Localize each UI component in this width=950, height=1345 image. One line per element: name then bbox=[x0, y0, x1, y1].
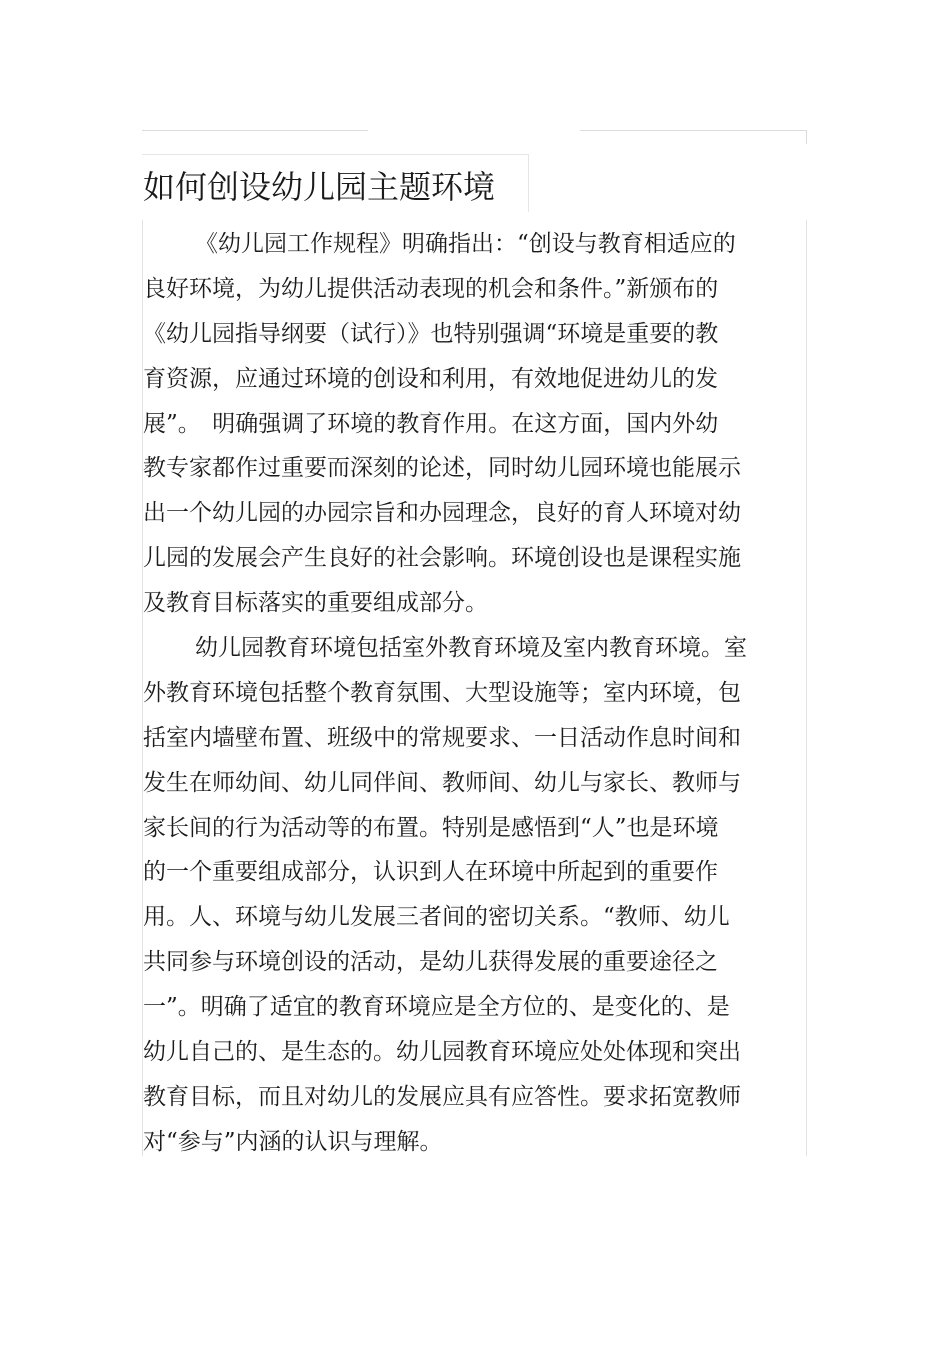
body-line: 育资源，应通过环境的创设和利用，有效地促进幼儿的发 bbox=[143, 365, 718, 392]
title-box-right-rule bbox=[528, 154, 529, 212]
body-line: 一”。明确了适宜的教育环境应是全方位的、是变化的、是 bbox=[143, 994, 730, 1021]
body-line: 《幼儿园指导纲要（试行）》也特别强调“环境是重要的教 bbox=[143, 320, 719, 347]
document-body bbox=[143, 222, 753, 1165]
body-line: 展”。 明确强调了环境的教育作用。在这方面，国内外幼 bbox=[143, 410, 719, 437]
body-line: 教专家都作过重要而深刻的论述，同时幼儿园环境也能展示 bbox=[143, 455, 741, 482]
body-line: 发生在师幼间、幼儿同伴间、教师间、幼儿与家长、教师与 bbox=[143, 769, 741, 796]
body-line: 的一个重要组成部分，认识到人在环境中所起到的重要作 bbox=[143, 859, 718, 886]
body-line: 共同参与环境创设的活动，是幼儿获得发展的重要途径之 bbox=[143, 949, 718, 976]
body-line: 及教育目标落实的重要组成部分。 bbox=[143, 590, 488, 617]
frame-rule-top-left bbox=[142, 130, 368, 131]
body-line: 用。人、环境与幼儿发展三者间的密切关系。“教师、幼儿 bbox=[143, 904, 730, 931]
title-box-top-rule bbox=[142, 154, 529, 155]
body-line: 《幼儿园工作规程》明确指出：“创设与教育相适应的 bbox=[195, 231, 736, 257]
body-line: 家长间的行为活动等的布置。特别是感悟到“人”也是环境 bbox=[143, 814, 719, 841]
frame-rule-right bbox=[806, 220, 807, 1156]
body-line: 教育目标，而且对幼儿的发展应具有应答性。要求拓宽教师 bbox=[143, 1083, 741, 1110]
body-line: 外教育环境包括整个教育氛围、大型设施等；室内环境，包 bbox=[143, 679, 741, 706]
body-line: 幼儿自己的、是生态的。幼儿园教育环境应处处体现和突出 bbox=[143, 1039, 741, 1066]
body-line: 幼儿园教育环境包括室外教育环境及室内教育环境。室 bbox=[195, 635, 747, 662]
document-title: 如何创设幼儿园主题环境 bbox=[143, 168, 496, 206]
body-line: 括室内墙壁布置、班级中的常规要求、一日活动作息时间和 bbox=[143, 724, 741, 751]
body-line: 对“参与”内涵的认识与理解。 bbox=[143, 1128, 443, 1155]
frame-rule-top-right bbox=[580, 130, 807, 131]
frame-rule-right-tick bbox=[806, 130, 807, 144]
body-line: 良好环境，为幼儿提供活动表现的机会和条件。”新颁布的 bbox=[143, 275, 719, 302]
body-line: 儿园的发展会产生良好的社会影响。环境创设也是课程实施 bbox=[143, 545, 741, 572]
body-line: 出一个幼儿园的办园宗旨和办园理念，良好的育人环境对幼 bbox=[143, 500, 741, 527]
